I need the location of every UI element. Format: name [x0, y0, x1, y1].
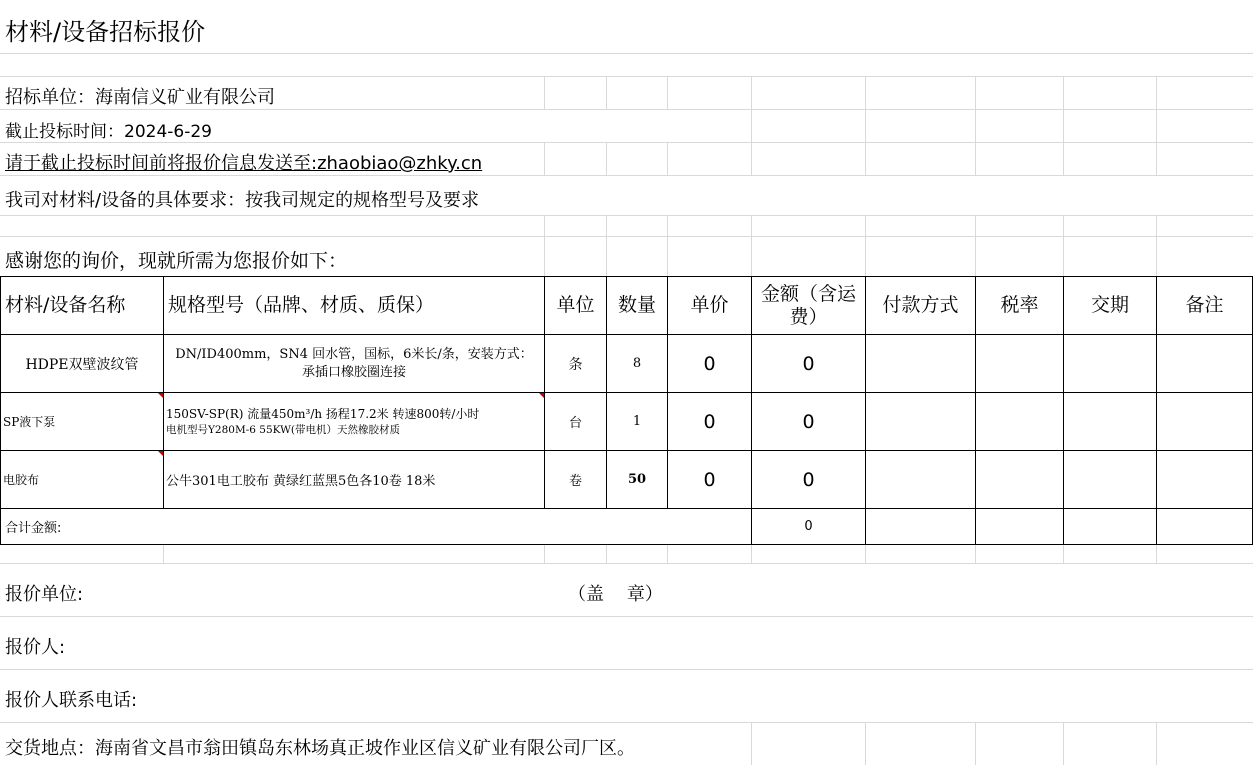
total-row [1, 509, 1253, 545]
table-row [1, 451, 1253, 509]
header-tax: 税率 [976, 277, 1064, 335]
comment-marker[interactable] [158, 451, 163, 456]
item-delivery[interactable] [1064, 451, 1157, 509]
item-qty[interactable]: 1 [607, 393, 668, 451]
header-qty: 数量 [607, 277, 668, 335]
item-payment[interactable] [866, 451, 976, 509]
requirement-text: 我司对材料/设备的具体要求：按我司规定的规格型号及要求 [5, 190, 480, 211]
blank-row [0, 54, 1253, 77]
item-price[interactable]: 0 [668, 335, 752, 393]
item-payment[interactable] [866, 335, 976, 393]
delivery-location: 交货地点：海南省文昌市翁田镇岛东林场真正坡作业区信义矿业有限公司厂区。 [5, 738, 635, 759]
item-delivery[interactable] [1064, 335, 1157, 393]
header-price: 单价 [668, 277, 752, 335]
item-name-cell[interactable] [1, 451, 164, 509]
item-name[interactable]: HDPE双壁波纹管 [1, 335, 164, 393]
item-delivery[interactable] [1064, 393, 1157, 451]
phone-label: 报价人联系电话: [5, 690, 138, 711]
quote-table [0, 276, 1253, 545]
phone-row [0, 670, 1253, 723]
header-remark: 备注 [1157, 277, 1253, 335]
deadline-row [0, 110, 1253, 143]
comment-marker[interactable] [539, 393, 544, 398]
table-row [1, 335, 1253, 393]
header-delivery: 交期 [1064, 277, 1157, 335]
item-spec-line2: 电机型号Y280M-6 55KW(带电机）天然橡胶材质 [166, 423, 401, 436]
item-price[interactable]: 0 [668, 393, 752, 451]
requirement-row [0, 176, 1253, 216]
delivery-row [0, 723, 1253, 765]
blank-row [0, 545, 1253, 564]
comment-marker[interactable] [158, 393, 163, 398]
item-unit[interactable]: 台 [545, 393, 607, 451]
item-amount[interactable]: 0 [752, 335, 866, 393]
blank-row [0, 216, 1253, 237]
item-remark[interactable] [1157, 451, 1253, 509]
item-name: 电胶布 [3, 473, 40, 487]
total-remark[interactable] [1157, 509, 1253, 545]
table-header-row [1, 277, 1253, 335]
item-name-cell[interactable] [1, 393, 164, 451]
item-qty[interactable]: 8 [607, 335, 668, 393]
item-payment[interactable] [866, 393, 976, 451]
header-spec: 规格型号（品牌、材质、质保） [164, 277, 545, 335]
item-price[interactable]: 0 [668, 451, 752, 509]
bidder-unit: 招标单位：海南信义矿业有限公司 [5, 87, 275, 108]
title-row [0, 0, 1253, 54]
thanks-text: 感谢您的询价，现就所需为您报价如下： [5, 250, 348, 272]
item-amount[interactable]: 0 [752, 393, 866, 451]
item-spec-line1: 150SV-SP(R) 流量450m³/h 扬程17.2米 转速800转/小时 [166, 406, 480, 421]
header-payment: 付款方式 [866, 277, 976, 335]
item-spec[interactable]: DN/ID400mm，SN4 回水管，国标，6米长/条，安装方式：承插口橡胶圈连接 [164, 335, 545, 393]
thanks-row [0, 237, 1253, 276]
deadline: 截止投标时间：2024-6-29 [5, 122, 212, 142]
quoter-unit-row [0, 564, 1253, 617]
item-tax[interactable] [976, 393, 1064, 451]
bidder-row [0, 77, 1253, 110]
table-row [1, 393, 1253, 451]
quoter-label: 报价人: [5, 637, 66, 658]
item-remark[interactable] [1157, 335, 1253, 393]
item-tax[interactable] [976, 335, 1064, 393]
stamp-label: （盖 章） [568, 584, 663, 605]
item-name: SP液下泵 [3, 415, 56, 429]
quoter-unit-label: 报价单位: [5, 584, 84, 605]
header-name: 材料/设备名称 [1, 277, 164, 335]
send-row [0, 143, 1253, 176]
page-title: 材料/设备招标报价 [5, 18, 206, 46]
total-tax[interactable] [976, 509, 1064, 545]
item-unit[interactable]: 卷 [545, 451, 607, 509]
item-spec[interactable]: 公牛301电工胶布 黄绿红蓝黑5色各10卷 18米 [164, 451, 545, 509]
item-qty[interactable]: 50 [607, 451, 668, 509]
item-tax[interactable] [976, 451, 1064, 509]
item-unit[interactable]: 条 [545, 335, 607, 393]
item-amount[interactable]: 0 [752, 451, 866, 509]
email-link[interactable]: 请于截止投标时间前将报价信息发送至:zhaobiao@zhky.cn [5, 153, 483, 174]
total-value[interactable]: 0 [752, 509, 866, 545]
total-payment[interactable] [866, 509, 976, 545]
header-amount: 金额（含运费） [752, 277, 866, 335]
item-spec-cell[interactable] [164, 393, 545, 451]
total-label: 合计金额: [1, 509, 752, 545]
total-delivery[interactable] [1064, 509, 1157, 545]
quoter-row [0, 617, 1253, 670]
header-unit: 单位 [545, 277, 607, 335]
item-remark[interactable] [1157, 393, 1253, 451]
